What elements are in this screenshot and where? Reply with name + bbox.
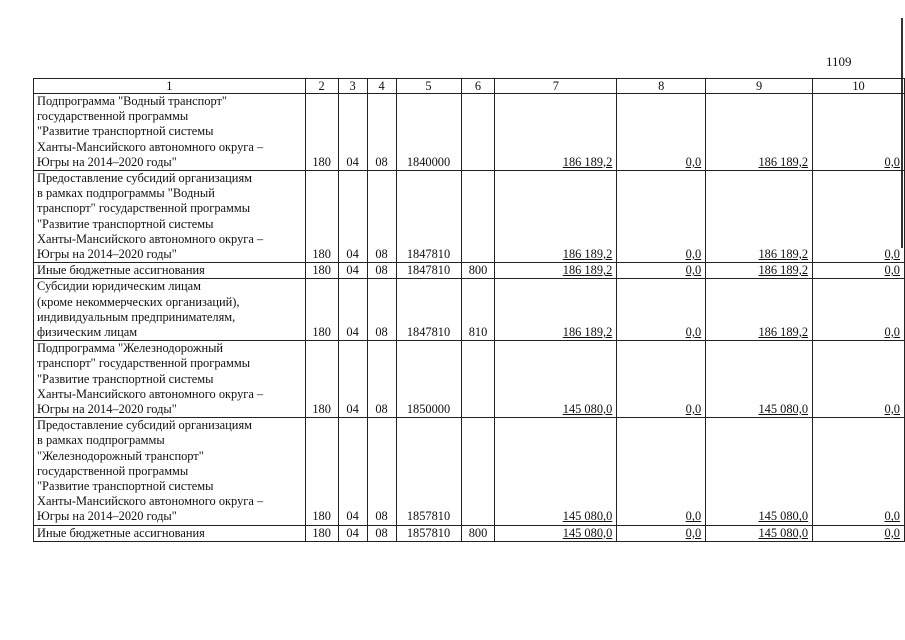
amount-value: 0,0 [685, 247, 702, 262]
amount-cell [617, 341, 706, 418]
amount-value: 145 080,0 [562, 402, 613, 417]
amount-value: 145 080,0 [562, 525, 613, 540]
amount-value: 186 189,2 [562, 154, 613, 169]
subsection-code-cell: 08 [367, 418, 396, 525]
page-number: 1109 [826, 54, 852, 69]
table-row [34, 279, 905, 341]
amount-value: 0,0 [685, 402, 702, 417]
amount-value: 186 189,2 [562, 263, 613, 278]
amount-value: 145 080,0 [758, 525, 809, 540]
amount-cell [495, 279, 617, 341]
target-article-cell: 1847810 [396, 279, 461, 341]
amount-cell [706, 341, 813, 418]
amount-value: 0,0 [884, 402, 900, 417]
amount-cell [813, 263, 905, 279]
column-header: 3 [338, 79, 367, 94]
amount-cell [706, 279, 813, 341]
subsection-code-cell: 08 [367, 525, 396, 541]
row-name-cell: Подпрограмма "Железнодорожный транспорт" государственной программы "Развитие транспортной системы Ханты-Мансийского автономного округа – Югры на 2014–2020 годы" [34, 341, 306, 418]
column-header: 4 [367, 79, 396, 94]
amount-value: 186 189,2 [758, 325, 809, 340]
column-header: 10 [813, 79, 905, 94]
column-header: 5 [396, 79, 461, 94]
section-code-cell: 04 [338, 525, 367, 541]
amount-cell [617, 94, 706, 171]
column-header: 2 [305, 79, 338, 94]
amount-value: 0,0 [884, 325, 900, 340]
row-name-cell: Иные бюджетные ассигнования [34, 263, 306, 279]
target-article-cell: 1857810 [396, 525, 461, 541]
amount-cell [813, 525, 905, 541]
budget-table [33, 78, 905, 542]
row-name-cell: Субсидии юридическим лицам (кроме некоммерческих организаций), индивидуальным предпринимателям, физическим лицам [34, 279, 306, 341]
target-article-cell: 1847810 [396, 171, 461, 263]
table-row [34, 418, 905, 525]
amount-cell [813, 94, 905, 171]
amount-value: 0,0 [685, 325, 702, 340]
amount-value: 0,0 [884, 154, 900, 169]
amount-cell [495, 263, 617, 279]
amount-value: 145 080,0 [758, 509, 809, 524]
amount-cell [495, 171, 617, 263]
amount-value: 0,0 [884, 263, 900, 278]
column-header: 1 [34, 79, 306, 94]
section-code-cell: 04 [338, 279, 367, 341]
expense-type-cell [461, 171, 495, 263]
amount-value: 0,0 [685, 263, 702, 278]
subsection-code-cell: 08 [367, 171, 396, 263]
row-name-cell: Предоставление субсидий организациям в рамках подпрограммы "Водный транспорт" государственной программы "Развитие транспортной системы Ханты-Мансийского автономного округа – Югры на 2014–2020 годы" [34, 171, 306, 263]
amount-value: 186 189,2 [758, 263, 809, 278]
amount-value: 145 080,0 [562, 509, 613, 524]
admin-code-cell: 180 [305, 418, 338, 525]
subsection-code-cell: 08 [367, 279, 396, 341]
amount-cell [813, 341, 905, 418]
expense-type-cell [461, 341, 495, 418]
amount-value: 145 080,0 [758, 402, 809, 417]
amount-value: 0,0 [685, 525, 702, 540]
amount-cell [617, 525, 706, 541]
amount-cell [813, 171, 905, 263]
header-row [34, 79, 905, 94]
amount-cell [706, 263, 813, 279]
admin-code-cell: 180 [305, 525, 338, 541]
amount-value: 186 189,2 [758, 247, 809, 262]
amount-cell [813, 279, 905, 341]
amount-cell [617, 171, 706, 263]
section-code-cell: 04 [338, 94, 367, 171]
row-name-cell: Иные бюджетные ассигнования [34, 525, 306, 541]
row-name-cell: Подпрограмма "Водный транспорт" государственной программы "Развитие транспортной системы Ханты-Мансийского автономного округа – Югры на 2014–2020 годы" [34, 94, 306, 171]
admin-code-cell: 180 [305, 341, 338, 418]
amount-cell [706, 94, 813, 171]
column-header: 9 [706, 79, 813, 94]
admin-code-cell: 180 [305, 94, 338, 171]
amount-cell [495, 341, 617, 418]
section-code-cell: 04 [338, 263, 367, 279]
amount-cell [813, 418, 905, 525]
target-article-cell: 1857810 [396, 418, 461, 525]
amount-value: 0,0 [884, 525, 900, 540]
target-article-cell: 1840000 [396, 94, 461, 171]
amount-cell [617, 263, 706, 279]
target-article-cell: 1847810 [396, 263, 461, 279]
amount-value: 0,0 [685, 154, 702, 169]
amount-value: 186 189,2 [758, 154, 809, 169]
row-name-cell: Предоставление субсидий организациям в рамках подпрограммы "Железнодорожный транспорт" государственной программы "Развитие транспортной системы Ханты-Мансийского автономного округа – Югры на 2014–2020 годы" [34, 418, 306, 525]
expense-type-cell: 800 [461, 263, 495, 279]
amount-cell [617, 279, 706, 341]
target-article-cell: 1850000 [396, 341, 461, 418]
admin-code-cell: 180 [305, 171, 338, 263]
amount-value: 186 189,2 [562, 247, 613, 262]
amount-cell [706, 418, 813, 525]
admin-code-cell: 180 [305, 279, 338, 341]
expense-type-cell [461, 418, 495, 525]
expense-type-cell: 800 [461, 525, 495, 541]
amount-cell [495, 418, 617, 525]
amount-value: 0,0 [884, 247, 900, 262]
column-header: 6 [461, 79, 495, 94]
admin-code-cell: 180 [305, 263, 338, 279]
subsection-code-cell: 08 [367, 94, 396, 171]
expense-type-cell [461, 94, 495, 171]
column-header: 7 [495, 79, 617, 94]
section-code-cell: 04 [338, 171, 367, 263]
table-row [34, 94, 905, 171]
amount-value: 0,0 [685, 509, 702, 524]
amount-cell [495, 94, 617, 171]
table-row [34, 525, 905, 541]
table-row [34, 171, 905, 263]
amount-cell [706, 171, 813, 263]
section-code-cell: 04 [338, 418, 367, 525]
amount-cell [495, 525, 617, 541]
table-row [34, 263, 905, 279]
amount-cell [617, 418, 706, 525]
amount-value: 186 189,2 [562, 325, 613, 340]
amount-value: 0,0 [884, 509, 900, 524]
column-header: 8 [617, 79, 706, 94]
section-code-cell: 04 [338, 341, 367, 418]
amount-cell [706, 525, 813, 541]
subsection-code-cell: 08 [367, 341, 396, 418]
expense-type-cell: 810 [461, 279, 495, 341]
subsection-code-cell: 08 [367, 263, 396, 279]
table-row [34, 341, 905, 418]
